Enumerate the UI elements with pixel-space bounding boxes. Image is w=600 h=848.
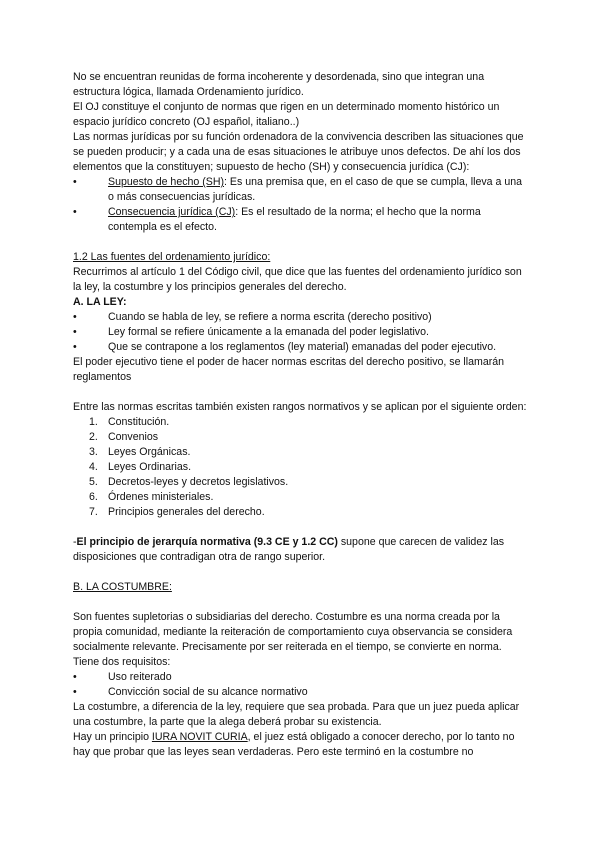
definition-consecuencia-juridica: : Es el resultado de la norma; el hecho que la norma contempla es el efecto.: [108, 206, 481, 233]
bullet-icon: •: [73, 326, 77, 338]
list-item: 6. Órdenes ministeriales.: [89, 491, 214, 503]
bullet-ley-3-text: Que se contrapone a los reglamentos (ley material) emanadas del poder ejecutivo.: [108, 341, 497, 353]
bullet-conviccion-social: [73, 685, 529, 700]
bullet-icon: •: [73, 311, 77, 323]
bullet-icon: •: [73, 341, 77, 353]
requisito-1-text: Uso reiterado: [108, 671, 172, 683]
bullet-ley-1-text: Cuando se habla de ley, se refiere a norma escrita (derecho positivo): [108, 311, 432, 323]
bullet-ley-2-text: Ley formal se refiere únicamente a la emanada del poder legislativo.: [108, 326, 429, 338]
paragraph-rangos-intro: Entre las normas escritas también existen rangos normativos y se aplican por el siguiente orden:: [73, 401, 527, 413]
list-item: 3. Leyes Orgánicas.: [89, 446, 191, 458]
bullet-ley-3: [73, 340, 529, 355]
paragraph-iura-novit-curia: [73, 730, 529, 760]
bullet-icon: •: [73, 671, 77, 683]
bullet-icon: •: [73, 686, 77, 698]
list-item: 1. Constitución.: [89, 416, 170, 428]
bullet-uso-reiterado: [73, 670, 529, 685]
bullet-consecuencia-juridica: [73, 205, 529, 235]
paragraph-jerarquia: [73, 535, 529, 565]
paragraph-prueba: La costumbre, a diferencia de la ley, requiere que sea probada. Para que un juez pueda aplicar una costumbre, la parte que la alega deberá probar su existencia.: [73, 701, 520, 728]
list-item: 2. Convenios: [89, 431, 159, 443]
document-body: [73, 70, 529, 760]
list-item: 4. Leyes Ordinarias.: [89, 461, 192, 473]
iura-before-text: Hay un principio: [73, 731, 152, 743]
jerarquia-principle: El principio de jerarquía normativa (9.3 CE y 1.2 CC): [76, 536, 338, 548]
bullet-supuesto-hecho: [73, 175, 529, 205]
list-item: 7. Principios generales del derecho.: [89, 506, 265, 518]
bullet-ley-1: [73, 310, 529, 325]
heading-la-ley: A. LA LEY:: [73, 296, 127, 308]
heading-la-costumbre: B. LA COSTUMBRE:: [73, 581, 172, 593]
term-consecuencia-juridica: Consecuencia jurídica (CJ): [108, 206, 236, 218]
jerarquia-dash: -: [73, 536, 77, 548]
term-iura-novit-curia: IURA NOVIT CURIA: [151, 731, 248, 743]
heading-fuentes: 1.2 Las fuentes del ordenamiento jurídico:: [73, 251, 271, 263]
paragraph-intro-2: El OJ constituye el conjunto de normas que rigen en un determinado momento histórico un espacio jurídico concreto (OJ español, italiano..): [73, 101, 500, 128]
paragraph-intro-3: Las normas jurídicas por su función ordenadora de la convivencia describen las situaciones que se pueden producir; y a cada una de esas situaciones le atribuye unos defectos. De ahí los dos elementos que la constituyen; supuesto de hecho (SH) y consecuencia jurídica (CJ):: [73, 131, 524, 173]
bullet-ley-2: [73, 325, 529, 340]
bullet-icon: •: [73, 176, 77, 188]
definition-supuesto-hecho: : Es una premisa que, en el caso de que se cumpla, lleva a una o más consecuencias jurídicas.: [108, 176, 523, 203]
paragraph-intro-1: No se encuentran reunidas de forma incoherente y desordenada, sino que integran una estructura lógica, llamada Ordenamiento jurídico.: [73, 71, 485, 98]
bullet-icon: •: [73, 206, 77, 218]
list-item: 5. Decretos-leyes y decretos legislativos.: [89, 476, 289, 488]
paragraph-poder-ejecutivo: El poder ejecutivo tiene el poder de hacer normas escritas del derecho positivo, se llamarán reglamentos: [73, 356, 505, 383]
requisito-2-text: Convicción social de su alcance normativo: [108, 686, 308, 698]
paragraph-fuentes: Recurrimos al artículo 1 del Código civil, que dice que las fuentes del ordenamiento jurídico son la ley, la costumbre y los principios generales del derecho.: [73, 266, 522, 293]
iura-after-text: , el juez está obligado a conocer derecho, por lo tanto no hay que probar que las leyes sean verdaderas. Pero este terminó en la costumbre no: [73, 731, 515, 758]
jerarquia-text: supone que carecen de validez las disposiciones que contradigan otra de rango superior.: [73, 536, 505, 563]
term-supuesto-hecho: Supuesto de hecho (SH): [108, 176, 225, 188]
rangos-normativos-list: [73, 415, 529, 520]
paragraph-costumbre: Son fuentes supletorias o subsidiarias del derecho. Costumbre es una norma creada por la propia comunidad, mediante la reiteración de comportamiento cuya observancia se considera socialmente relevante. Precisamente por ser reiterada en el tiempo, se convierte en norma. Tiene dos requisitos:: [73, 611, 513, 668]
